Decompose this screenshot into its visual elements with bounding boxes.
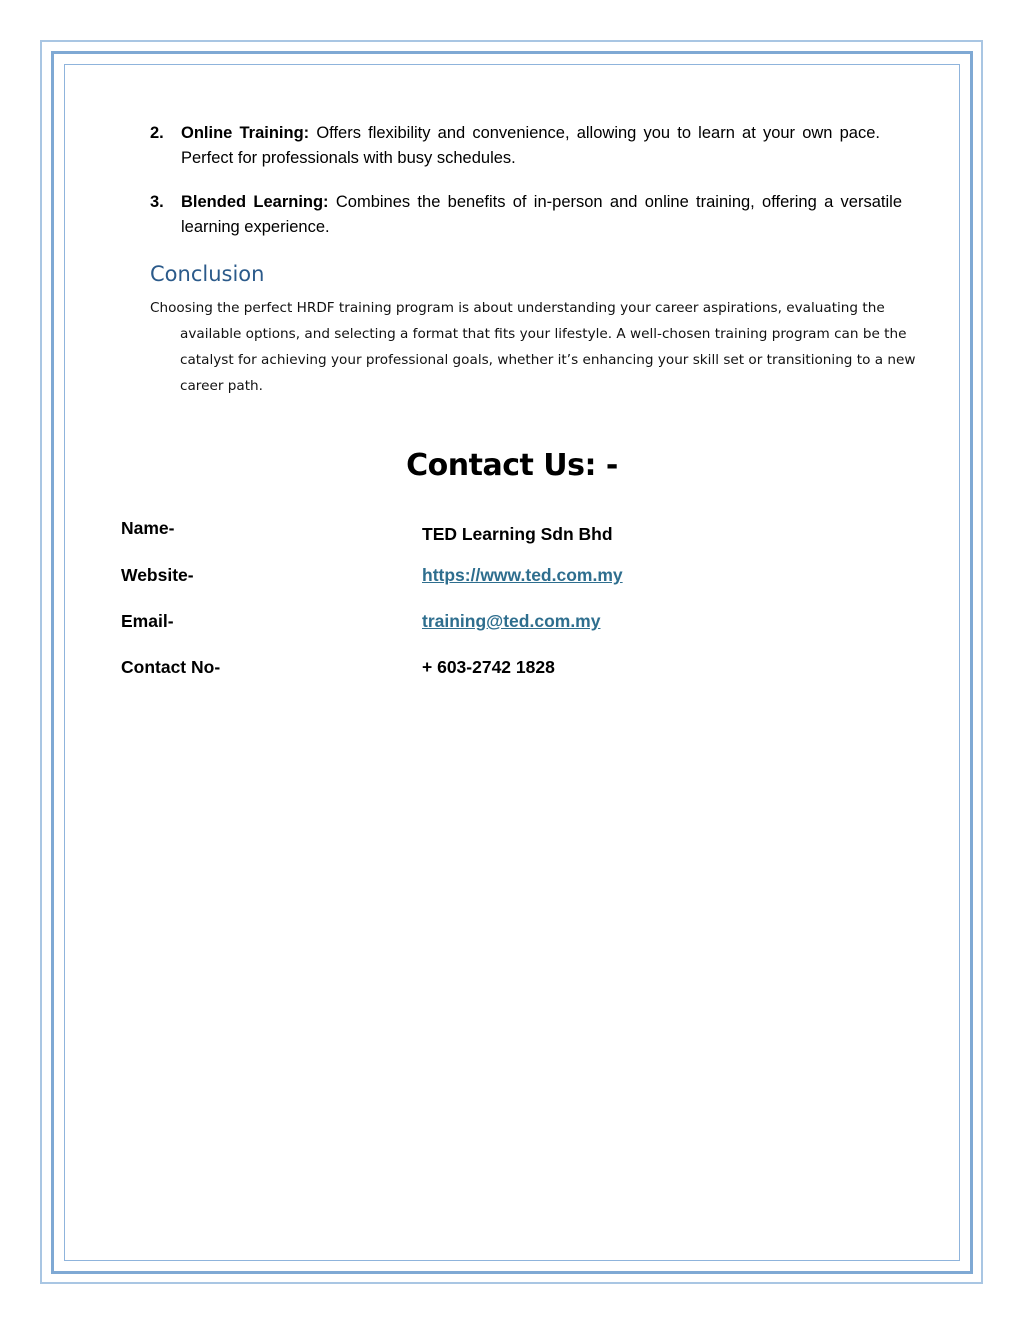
email-label: Email-: [121, 611, 174, 631]
website-label: Website-: [121, 565, 194, 585]
list-item-blended-learning: [150, 190, 902, 240]
contact-title: Contact Us: -: [406, 448, 618, 483]
list-item-title: Online Training:: [181, 124, 310, 142]
conclusion-heading: Conclusion: [150, 262, 265, 286]
list-number: 2.: [150, 124, 164, 142]
list-item-title: Blended Learning:: [181, 193, 329, 211]
list-item-text: Combines the benefits of in-person and online training, offering a versatile learning experience.: [181, 193, 902, 236]
contact-number-label: Contact No-: [121, 657, 221, 677]
company-name: TED Learning Sdn Bhd: [422, 524, 613, 544]
list-item-text: Offers flexibility and convenience, allowing you to learn at your own pace. Perfect for professionals with busy schedules.: [181, 124, 880, 167]
list-item-online-training: [150, 121, 880, 171]
email-link[interactable]: training@ted.com.my: [422, 611, 601, 631]
list-number: 3.: [150, 193, 164, 211]
name-label: Name-: [121, 518, 175, 538]
contact-number: + 603-2742 1828: [422, 657, 555, 677]
website-link[interactable]: https://www.ted.com.my: [422, 565, 623, 585]
conclusion-paragraph: Choosing the perfect HRDF training program is about understanding your career aspirations, evaluating the available options, and selecting a format that fits your lifestyle. A well-chosen training program can be the catalyst for achieving your professional goals, whether it’s enhancing your skill set or transitioning to a new career path.: [150, 300, 916, 394]
